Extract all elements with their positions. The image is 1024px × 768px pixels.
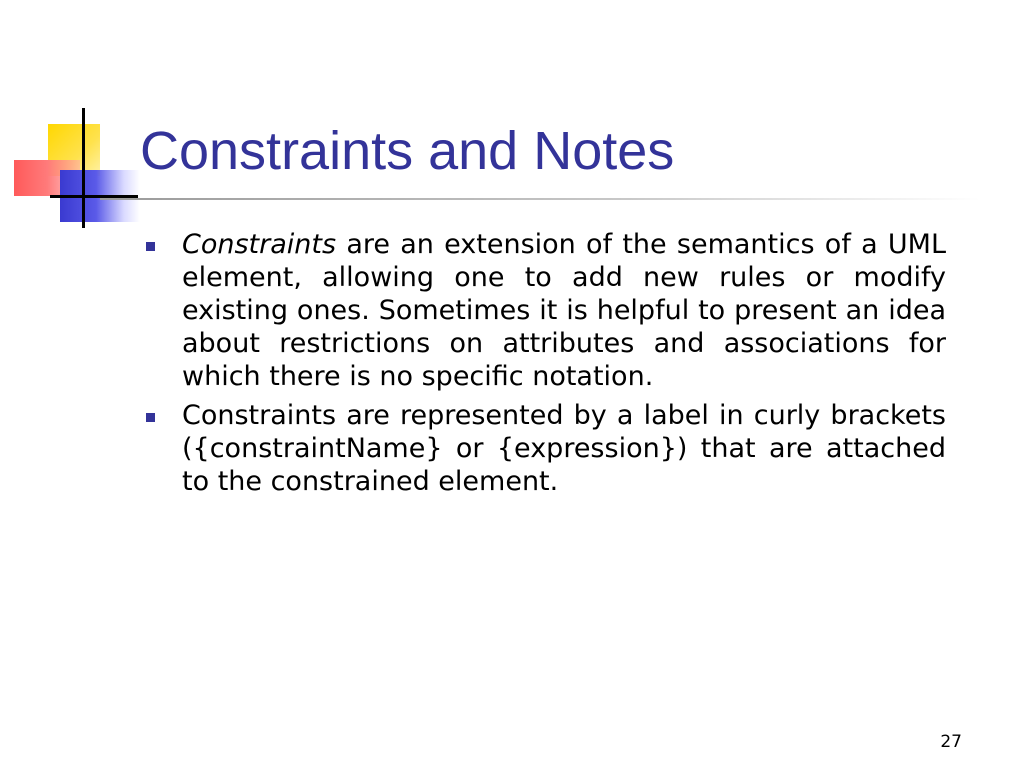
bullet-text: are an extension of the semantics of a UML element, allowing one to add new rules or modify existing ones. Sometimes it is helpful to present an idea about restrictions on attributes and associations for which there is no specific notation. bbox=[182, 229, 946, 392]
slide-title: Constraints and Notes bbox=[140, 121, 675, 181]
bullet-list bbox=[140, 228, 946, 504]
bullet-emphasis: Constraints bbox=[182, 229, 337, 260]
title-underline bbox=[100, 198, 980, 200]
logo-vertical-line bbox=[82, 108, 85, 228]
square-bullet-icon bbox=[146, 413, 155, 422]
bullet-text: Constraints are represented by a label in curly brackets ({constraintName} or {expression}) that are attached to the constrained element. bbox=[182, 400, 946, 497]
page-number: 27 bbox=[940, 732, 962, 752]
bullet-item-1 bbox=[140, 228, 946, 393]
bullet-item-2 bbox=[140, 399, 946, 498]
square-bullet-icon bbox=[146, 242, 155, 251]
